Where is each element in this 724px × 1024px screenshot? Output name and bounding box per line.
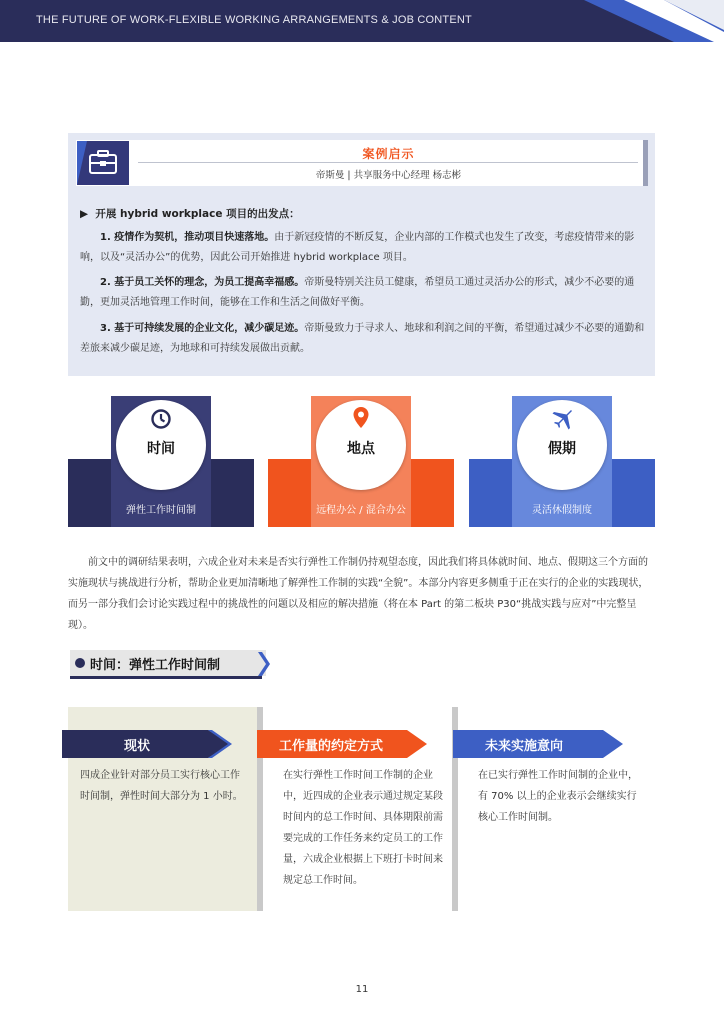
column-future-title: 未来实施意向	[485, 739, 564, 754]
airplane-icon	[550, 407, 574, 431]
card-time-title: 时间	[147, 441, 175, 457]
card-location-title: 地点	[347, 441, 375, 457]
briefcase-icon	[77, 141, 129, 185]
case-point-text: 帝斯曼特别关注员工健康，希望员工通过灵活办公的形式，减少不必要的通勤，更加灵活地管理工作时间，能够在工作和生活之间做好平衡。	[80, 277, 635, 308]
case-point-2	[80, 273, 648, 313]
case-point-lead: 3. 基于可持续发展的企业文化，减少碳足迹。	[100, 323, 305, 334]
section-arrow-icon	[258, 652, 270, 676]
case-point-lead: 2. 基于员工关怀的理念，为员工提高幸福感。	[100, 277, 305, 288]
section-underline	[70, 676, 262, 679]
section-title: 时间：弹性工作时间制	[90, 658, 221, 673]
location-pin-icon	[352, 406, 370, 430]
column-workload-text: 在实行弹性工作时间工作制的企业中，近四成的企业表示通过规定某段时间内的总工作时间、具体期限前需要完成的工作任务来约定员工的工作量，六成企业根据上下班打卡时间来规定总工作时间。	[283, 770, 443, 886]
case-subtitle: 帝斯曼 | 共享服务中心经理 杨志彬	[315, 170, 462, 181]
case-point-3	[80, 319, 648, 359]
case-icon-box	[77, 141, 129, 185]
case-title: 案例启示	[362, 147, 415, 161]
column-status-title: 现状	[124, 739, 151, 754]
header-band	[0, 0, 724, 42]
card-time-caption: 弹性工作时间制	[126, 505, 196, 516]
intro-paragraph: 前文中的调研结果表明，六成企业对未来是否实行弹性工作制仍持观望态度，因此我们将具体就时间、地点、假期这三个方面的实施现状与挑战进行分析，帮助企业更加清晰地了解弹性工作制的实践“全貌”。本部分内容更多侧重于正在实行的企业的实践现状，而另一部分我们会讨论实践过程中的挑战性的问题以及相应的解决措施（将在本 Part 的第二板块 P30“挑战实践与应对”中完整呈现）。	[68, 557, 649, 631]
card-vacation-caption: 灵活休假制度	[532, 505, 592, 516]
column-status-text: 四成企业针对部分员工实行核心工作时间制，弹性时间大部分为 1 小时。	[80, 770, 243, 802]
page-number: 11	[355, 984, 369, 995]
header-decoration	[464, 0, 724, 42]
section-dot-icon	[75, 658, 85, 668]
case-bullet-heading: ▶ 开展 hybrid workplace 项目的出发点：	[80, 208, 300, 220]
case-point-lead: 1. 疫情作为契机，推动项目快速落地。	[100, 232, 275, 243]
case-point-text: 帝斯曼致力于寻求人、地球和利润之间的平衡，希望通过减少不必要的通勤和差旅来减少碳足迹，为地球和可持续发展做出贡献。	[80, 323, 645, 354]
column-future-text: 在已实行弹性工作时间制的企业中，有 70% 以上的企业表示会继续实行核心工作时间制。	[478, 770, 638, 823]
header-title: THE FUTURE OF WORK-FLEXIBLE WORKING ARRANGEMENTS & JOB CONTENT	[36, 14, 472, 26]
column-workload-title: 工作量的约定方式	[279, 739, 384, 754]
clock-icon	[150, 408, 172, 430]
case-point-1	[80, 228, 648, 268]
card-vacation-title: 假期	[548, 441, 576, 457]
case-point-text: 由于新冠疫情的不断反复，企业内部的工作模式也发生了改变，考虑疫情带来的影响，以及“灵活办公”的优势，因此公司开始推进 hybrid workplace 项目。	[80, 232, 635, 263]
card-location-caption: 远程办公 / 混合办公	[316, 505, 406, 516]
case-divider	[138, 162, 638, 163]
triangle-bullet-icon: ▶	[80, 208, 96, 220]
